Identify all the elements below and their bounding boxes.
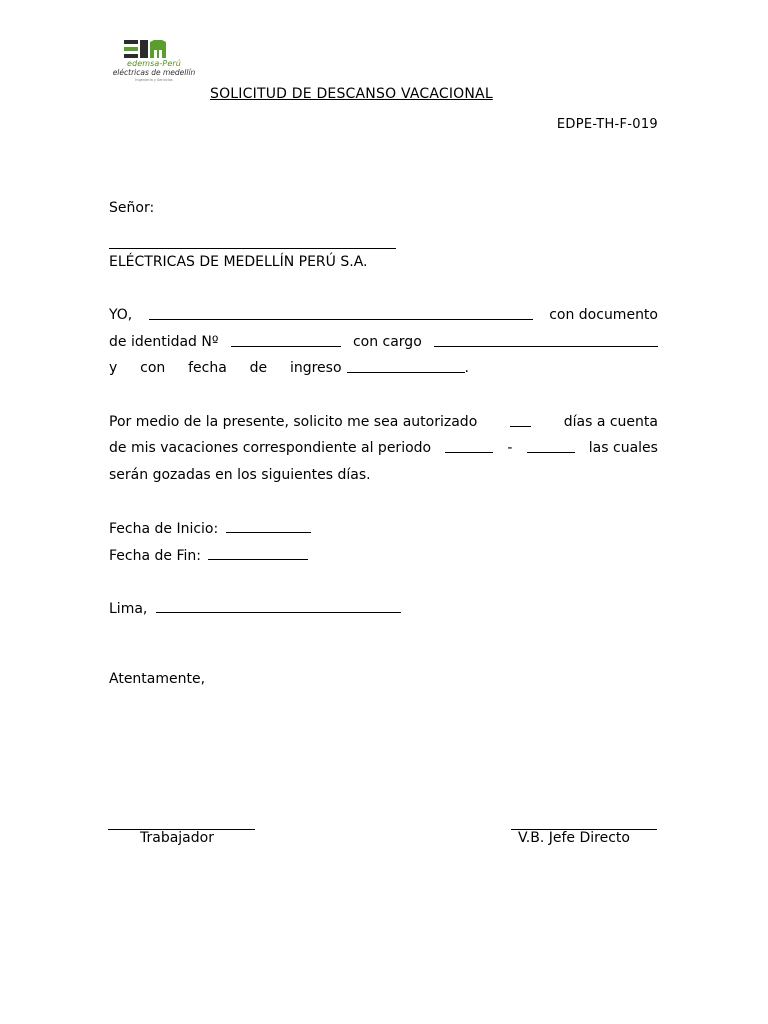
word-ingreso: ingreso: [289, 360, 342, 376]
con-documento-label: con documento: [549, 307, 658, 323]
identity-line-1: [109, 307, 658, 323]
ingreso-blank: [347, 360, 465, 373]
cargo-blank: [434, 334, 658, 347]
logo-subtitle-text: eléctricas de medellín: [112, 68, 196, 77]
cargo-label: con cargo: [352, 334, 422, 350]
period-end-blank: [527, 440, 575, 453]
word-de: de: [249, 360, 268, 376]
lima-line: [109, 600, 401, 617]
logo-tagline-text: Ingeniería y Servicios: [135, 78, 173, 82]
logo-mark-icon: [124, 40, 168, 58]
request-line-1: [109, 414, 658, 430]
ingreso-period: .: [464, 360, 469, 376]
days-blank: [510, 414, 531, 427]
fecha-inicio-blank: [226, 520, 311, 533]
addressee-blank: [109, 236, 396, 249]
name-blank: [149, 307, 533, 320]
fecha-fin-blank: [208, 547, 308, 560]
request-text-2b: las cuales: [588, 440, 658, 456]
word-fecha: fecha: [188, 360, 227, 376]
yo-label: YO,: [109, 307, 133, 323]
period-dash: -: [507, 440, 513, 456]
ingreso-group: [290, 360, 469, 376]
supervisor-signature-label: V.B. Jefe Directo: [518, 830, 630, 846]
closing: Atentamente,: [109, 671, 206, 687]
fecha-inicio-line: [109, 520, 311, 537]
addressee-blank-line: [109, 236, 396, 253]
identidad-label: de identidad Nº: [109, 334, 219, 350]
request-text-2a: de mis vacaciones correspondiente al periodo: [109, 440, 432, 456]
document-title: SOLICITUD DE DESCANSO VACACIONAL: [210, 86, 493, 102]
company-logo: [104, 40, 204, 90]
company-name: ELÉCTRICAS DE MEDELLÍN PERÚ S.A.: [109, 254, 368, 270]
worker-signature-label: Trabajador: [140, 830, 214, 846]
document-code: EDPE-TH-F-019: [556, 117, 658, 132]
request-text-1a: Por medio de la presente, solicito me sea autorizado: [109, 414, 478, 430]
logo-brand-text: edemsa-Perú: [127, 59, 181, 68]
id-number-blank: [231, 334, 341, 347]
word-con: con: [140, 360, 166, 376]
request-line-2: [109, 440, 658, 456]
period-start-blank: [445, 440, 493, 453]
fecha-inicio-label: Fecha de Inicio:: [109, 521, 219, 537]
fecha-fin-line: [109, 547, 308, 564]
lima-label: Lima,: [109, 601, 148, 617]
lima-date-blank: [156, 600, 401, 613]
request-text-1b: días a cuenta: [563, 414, 658, 430]
identity-line-3: [109, 360, 469, 376]
fecha-fin-label: Fecha de Fin:: [109, 548, 201, 564]
identity-line-2: [109, 334, 658, 350]
word-y: y: [109, 360, 118, 376]
request-line-3: serán gozadas en los siguientes días.: [109, 467, 371, 483]
salutation: Señor:: [109, 200, 155, 216]
